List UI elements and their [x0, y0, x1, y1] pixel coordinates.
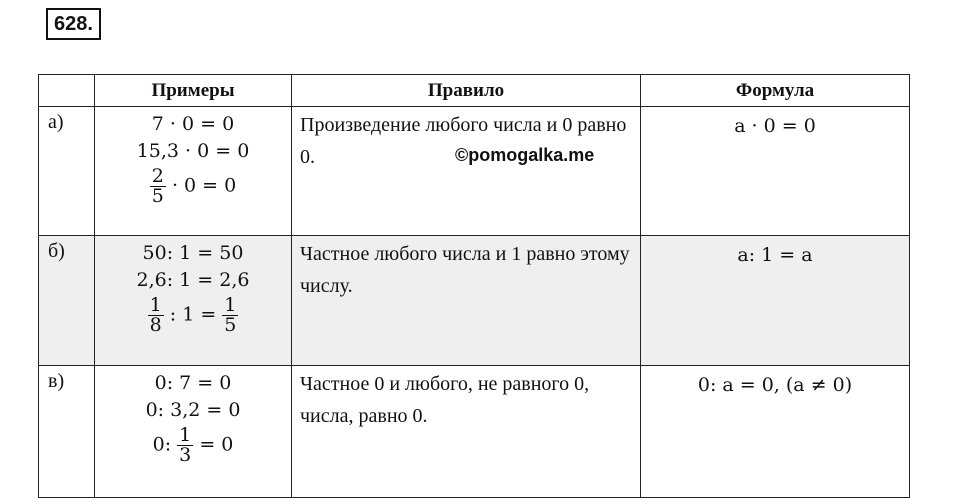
- rules-table: [38, 74, 910, 498]
- header-examples: Примеры: [95, 75, 292, 107]
- denominator: 3: [179, 444, 192, 466]
- examples-cell: [95, 366, 292, 498]
- rule-text: Частное любого числа и 1 равно этому числу.: [292, 236, 641, 366]
- header-blank: [39, 75, 95, 107]
- watermark: ©pomogalka.me: [455, 145, 595, 165]
- formula-text: a · 0 = 0: [734, 115, 816, 137]
- example: 15,3 · 0 = 0: [136, 140, 250, 162]
- example-fraction: [95, 167, 291, 206]
- denominator: 5: [224, 314, 237, 336]
- fraction: [150, 167, 166, 206]
- header-formula: Формула: [641, 75, 910, 107]
- examples-cell: [95, 107, 292, 236]
- formula: [641, 366, 910, 498]
- example: 7 · 0 = 0: [151, 113, 235, 135]
- example: 2,6: 1 = 2,6: [136, 269, 250, 291]
- example: 50: 1 = 50: [142, 242, 244, 264]
- example-fraction: [95, 296, 291, 335]
- fraction: [148, 296, 164, 335]
- formula: [641, 236, 910, 366]
- numerator: 2: [151, 165, 164, 187]
- numerator: 1: [149, 294, 162, 316]
- task-number: 628.: [46, 8, 101, 40]
- table-row: [39, 107, 910, 236]
- example-fraction: [95, 426, 291, 465]
- example: 0: 7 = 0: [154, 372, 232, 394]
- rule-text: Произведение любого числа и 0 равно 0.: [292, 107, 641, 236]
- example-rest: · 0 = 0: [171, 174, 237, 197]
- table-row: [39, 366, 910, 498]
- row-letter: а): [39, 107, 95, 236]
- fraction: [222, 296, 238, 335]
- example-rest: = 0: [199, 433, 234, 456]
- formula-text: a: 1 = a: [737, 244, 813, 266]
- row-letter: б): [39, 236, 95, 366]
- example-pre: 0:: [152, 433, 172, 456]
- header-rule: Правило: [292, 75, 641, 107]
- denominator: 8: [149, 314, 162, 336]
- numerator: 1: [179, 424, 192, 446]
- table-row: [39, 236, 910, 366]
- formula-text: 0: a = 0, (a ≠ 0): [697, 374, 853, 396]
- rule-text: Частное 0 и любого, не равного 0, числа, равно 0.: [292, 366, 641, 498]
- example: 0: 3,2 = 0: [145, 399, 241, 421]
- example-mid: : 1 =: [169, 303, 217, 326]
- numerator: 1: [224, 294, 237, 316]
- fraction: [177, 426, 193, 465]
- row-letter: в): [39, 366, 95, 498]
- formula: [641, 107, 910, 236]
- examples-cell: [95, 236, 292, 366]
- denominator: 5: [151, 185, 164, 207]
- header-row: [39, 75, 910, 107]
